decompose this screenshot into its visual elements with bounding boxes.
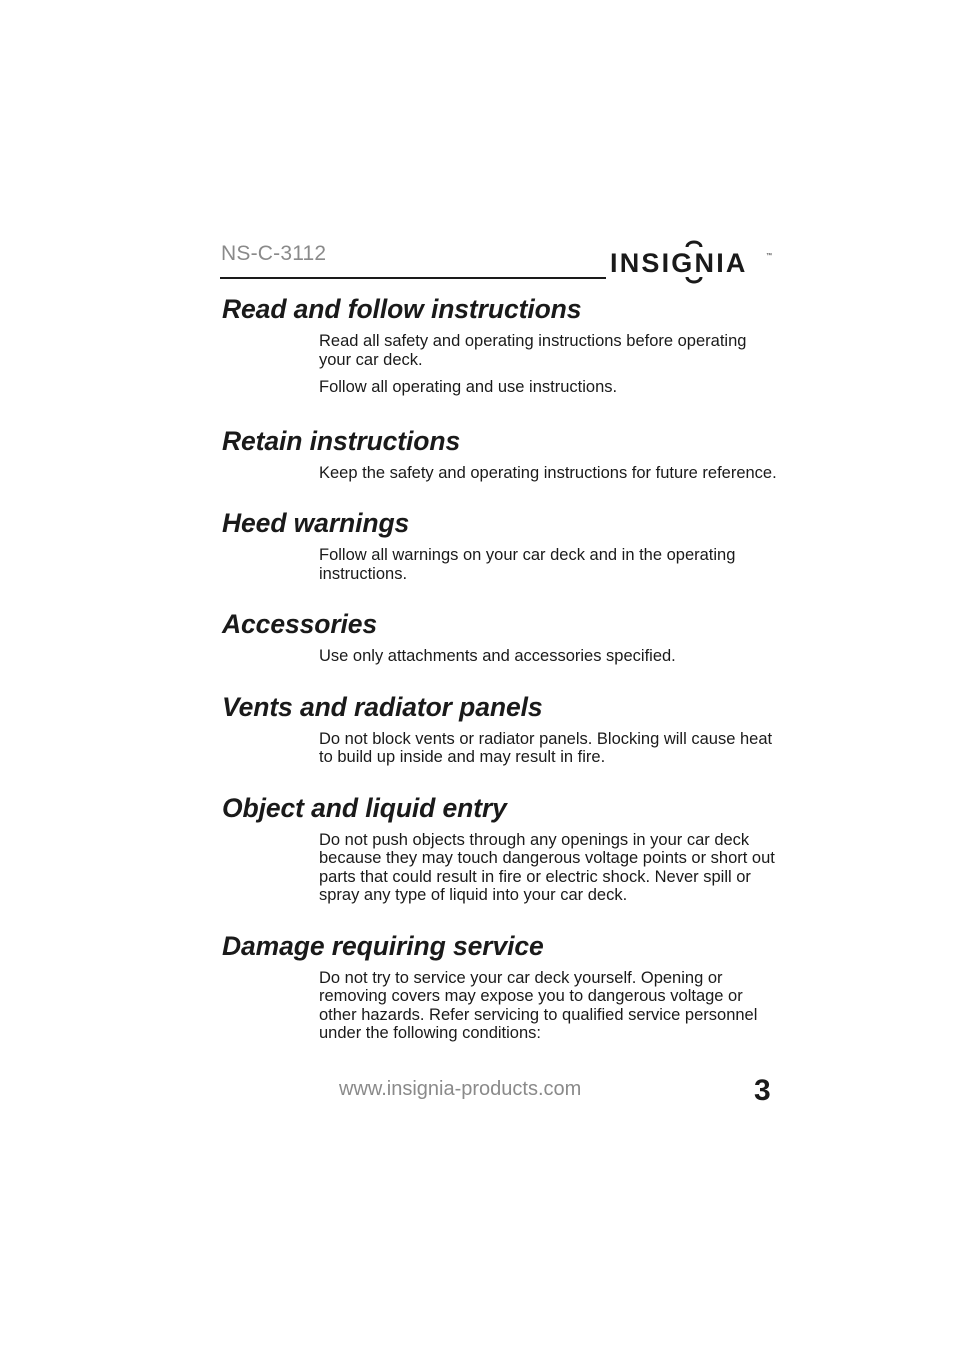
section-retain-instructions [222,424,777,483]
section-heading: Read and follow instructions [222,294,582,324]
section-heading: Damage requiring service [222,930,544,961]
trademark-symbol: ™ [766,253,772,259]
section-paragraph: Read all safety and operating instructions before operating your car deck. [319,332,747,369]
page-number: 3 [754,1074,771,1107]
section-paragraph: Keep the safety and operating instructions for future reference. [319,463,777,482]
section-damage-requiring-service [222,929,774,1043]
section-paragraph: Use only attachments and accessories specified. [319,647,676,665]
logo-arc-top [687,242,701,247]
section-paragraph: Follow all warnings on your car deck and in the operating instructions. [319,546,736,583]
safety-sections [222,292,777,1043]
section-heading: Accessories [222,609,378,639]
header-divider [220,277,606,279]
model-number: NS-C-3112 [221,242,327,265]
section-heed-warnings [222,506,774,583]
section-vents-and-radiator-panels [222,690,774,767]
brand-wordmark: INSIGNIA [610,248,748,278]
footer-website-link[interactable]: www.insignia-products.com [339,1078,582,1100]
section-accessories [222,607,774,666]
insignia-logo [609,240,775,284]
section-read-and-follow-instructions [222,292,774,397]
section-body [319,641,779,666]
section-heading: Heed warnings [222,508,410,538]
section-body [319,825,779,905]
section-body [319,540,779,583]
section-paragraph: Do not block vents or radiator panels. Blocking will cause heat to build up inside and may result in fire. [319,729,773,766]
section-body [319,458,779,483]
section-heading: Object and liquid entry [222,792,507,823]
section-body [319,724,779,767]
section-heading: Retain instructions [222,425,461,456]
section-body [319,326,779,397]
section-object-and-liquid-entry [222,791,774,905]
section-body [319,963,779,1043]
section-paragraph: Do not push objects through any openings in your car deck because they may touch dangerous voltage points or short out parts that could result in fire or electric shock. Never spill or spray any type of liquid into your car deck. [319,830,775,904]
section-heading: Vents and radiator panels [222,691,543,722]
section-paragraph: Follow all operating and use instructions. [319,378,618,396]
section-paragraph: Do not try to service your car deck yourself. Opening or removing covers may expose you to dangerous voltage or other hazards. Refer servicing to qualified service personnel under the following conditions: [319,968,758,1042]
